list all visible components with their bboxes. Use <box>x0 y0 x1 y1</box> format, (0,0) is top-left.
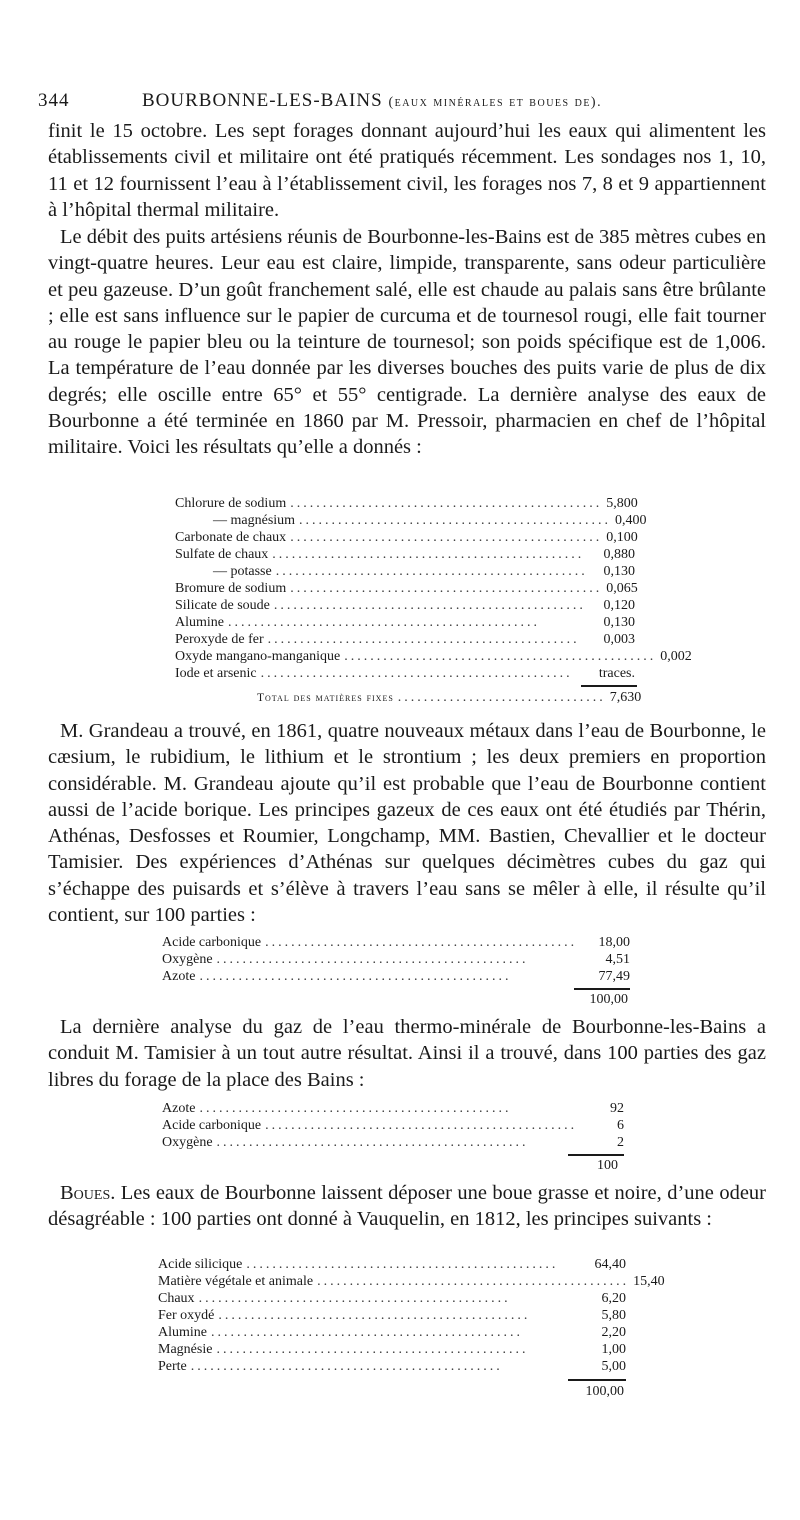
sum-rule <box>568 1379 626 1381</box>
table-total-row: Total des matières fixes ................................ 7,630 <box>257 690 642 705</box>
table-total: 100,00 <box>589 992 628 1007</box>
paragraph-debit: Le débit des puits artésiens réunis de Bourbonne-les-Bains est de 385 mètres cubes en vingt-quatre heures. Leur eau est claire, limpide, transparente, sans odeur particulière et peu gazeuse. D’un goût franchement salé, elle est chaude au palais sans être brûlante ; elle est sans influence sur le papier de curcuma et de tournesol rougi, elle fait tourner au rouge le papier bleu ou la teinture de tournesol; son poids spécifique est de 1,006. La température de l’eau donnée par les diverses bouches des puits varie de plus de dix degrés; elle oscille entre 65° et 55° centigrade. La dernière analyse des eaux de Bourbonne a été terminée en 1860 par M. Pressoir, pharmacien en chef de l’hôpital militaire. Voici les résultats qu’elle a donnés : <box>48 226 766 459</box>
paragraph-forages: finit le 15 octobre. Les sept forages donnant aujourd’hui les eaux qui alimentent les établissements civil et militaire ont été pratiqués récemment. Les sondages nos 1, 10, 11 et 12 fournissent l’eau à l’établissement civil, les forages nos 7, 8 et 9 appartiennent à l’hôpital thermal militaire. <box>48 120 766 221</box>
table-row: Fer oxydé ................................................ 5,80 <box>158 1308 626 1323</box>
table-row: Acide carbonique ................................................ 18,00 <box>162 935 630 950</box>
table-total: 100 <box>597 1158 618 1173</box>
table-row: Azote ................................................ 92 <box>162 1101 624 1116</box>
running-title <box>142 90 602 112</box>
table-row: Chlorure de sodium ................................................ 5,800 <box>175 496 638 511</box>
table-row: Acide carbonique ................................................ 6 <box>162 1118 624 1133</box>
table-row: Chaux ................................................ 6,20 <box>158 1291 626 1306</box>
running-title-main: BOURBONNE-LES-BAINS <box>142 90 383 111</box>
table-row: Bromure de sodium ................................................ 0,065 <box>175 581 638 596</box>
sum-rule <box>568 1154 624 1156</box>
table-row: Iode et arsenic ................................................ traces. <box>175 666 635 681</box>
sum-rule <box>581 685 637 687</box>
table-row: Magnésie ................................................ 1,00 <box>158 1342 626 1357</box>
table-row: — potasse ................................................ 0,130 <box>213 564 635 579</box>
table-row: Acide silicique ................................................ 64,40 <box>158 1257 626 1272</box>
table-row: Alumine ................................................ 2,20 <box>158 1325 626 1340</box>
section-heading: Boues. <box>60 1182 116 1204</box>
table-row: Oxyde mangano-manganique ................................................ 0,002 <box>175 649 692 664</box>
paragraph-grandeau: M. Grandeau a trouvé, en 1861, quatre nouveaux métaux dans l’eau de Bourbonne, le cæsium, le rubidium, le lithium et le strontium ; les deux premiers en proportion considérable. M. Grandeau ajoute qu’il est probable que l’eau de Bourbonne contient aussi de l’acide borique. Les principes gazeux de ces eaux ont été étudiés par Thérin, Athénas, Desfosses et Roumier, Longchamp, MM. Bastien, Chevallier et le docteur Tamisier. Des expériences d’Athénas sur quelques décimètres cubes du gaz qui s’échappe des puisards et s’élève à travers l’eau sans se mêler à elle, il résulte qu’il contient, sur 100 parties : <box>48 720 766 927</box>
table-row: Azote ................................................ 77,49 <box>162 969 630 984</box>
page-number: 344 <box>38 90 70 111</box>
paragraph-boues: Boues. Les eaux de Bourbonne laissent déposer une boue grasse et noire, d’une odeur désagréable : 100 parties ont donné à Vauquelin, en 1812, les principes suivants : <box>48 1182 766 1231</box>
table-row: Alumine ................................................ 0,130 <box>175 615 635 630</box>
table-row: Peroxyde de fer ................................................ 0,003 <box>175 632 635 647</box>
paragraph-tamisier: La dernière analyse du gaz de l’eau thermo-minérale de Bourbonne-les-Bains a conduit M. Tamisier à un tout autre résultat. Ainsi il a trouvé, dans 100 parties des gaz libres du forage de la place des Bains : <box>48 1016 766 1091</box>
table-row: Perte ................................................ 5,00 <box>158 1359 626 1374</box>
table-row: Carbonate de chaux ................................................ 0,100 <box>175 530 638 545</box>
sum-rule <box>574 988 630 990</box>
table-total: 100,00 <box>585 1384 624 1399</box>
running-header <box>38 90 768 120</box>
table-row: Sulfate de chaux ................................................ 0,880 <box>175 547 635 562</box>
table-row: Matière végétale et animale ................................................ 15,40 <box>158 1274 665 1289</box>
table-row: Oxygène ................................................ 4,51 <box>162 952 630 967</box>
table-row: Oxygène ................................................ 2 <box>162 1135 624 1150</box>
table-row: — magnésium ................................................ 0,400 <box>213 513 647 528</box>
table-row: Silicate de soude ................................................ 0,120 <box>175 598 635 613</box>
running-title-sub: (eaux minérales et boues de). <box>388 95 603 110</box>
